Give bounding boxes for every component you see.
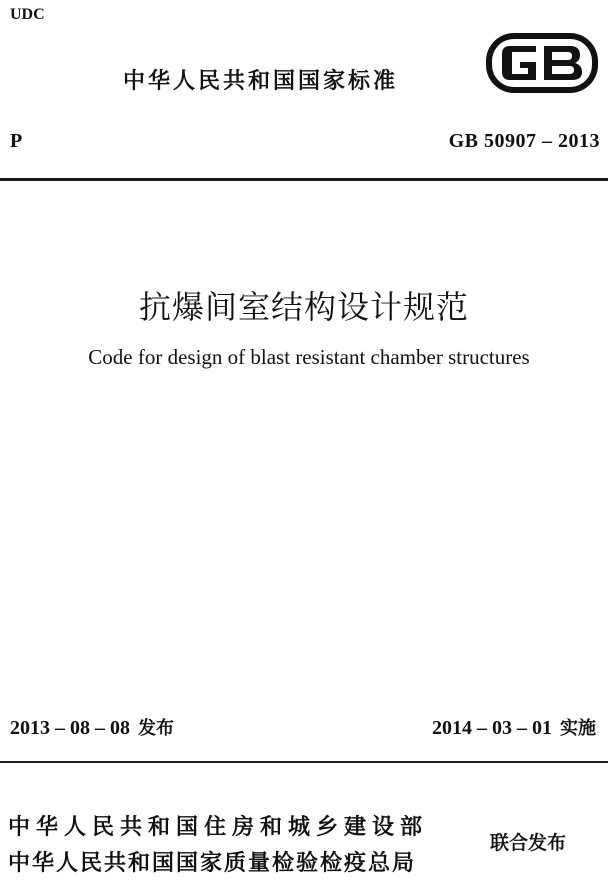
standard-type: 中华人民共和国国家标准 — [123, 69, 399, 94]
implement-word: 实施 — [560, 718, 596, 739]
gb-logo — [484, 30, 600, 96]
standard-number: GB 50907 – 2013 — [448, 130, 600, 152]
udc-label: UDC — [10, 6, 45, 23]
publisher-1: 中华人民共和国住房和城乡建设部 — [8, 815, 429, 840]
top-divider — [0, 178, 608, 181]
title-chinese: 抗爆间室结构设计规范 — [138, 288, 469, 326]
bottom-divider — [0, 761, 608, 763]
issue-word: 发布 — [138, 718, 174, 739]
issue-date-line — [10, 714, 174, 740]
title-english: Code for design of blast resistant chamber structures — [88, 345, 530, 369]
joint-publish-label: 联合发布 — [490, 832, 567, 854]
implement-date: 2014 – 03 – 01 — [432, 717, 552, 739]
implement-date-line — [432, 714, 596, 740]
publisher-2: 中华人民共和国国家质量检验检疫总局 — [8, 851, 417, 876]
issue-date: 2013 – 08 – 08 — [10, 717, 130, 739]
classification-code: P — [10, 130, 23, 152]
